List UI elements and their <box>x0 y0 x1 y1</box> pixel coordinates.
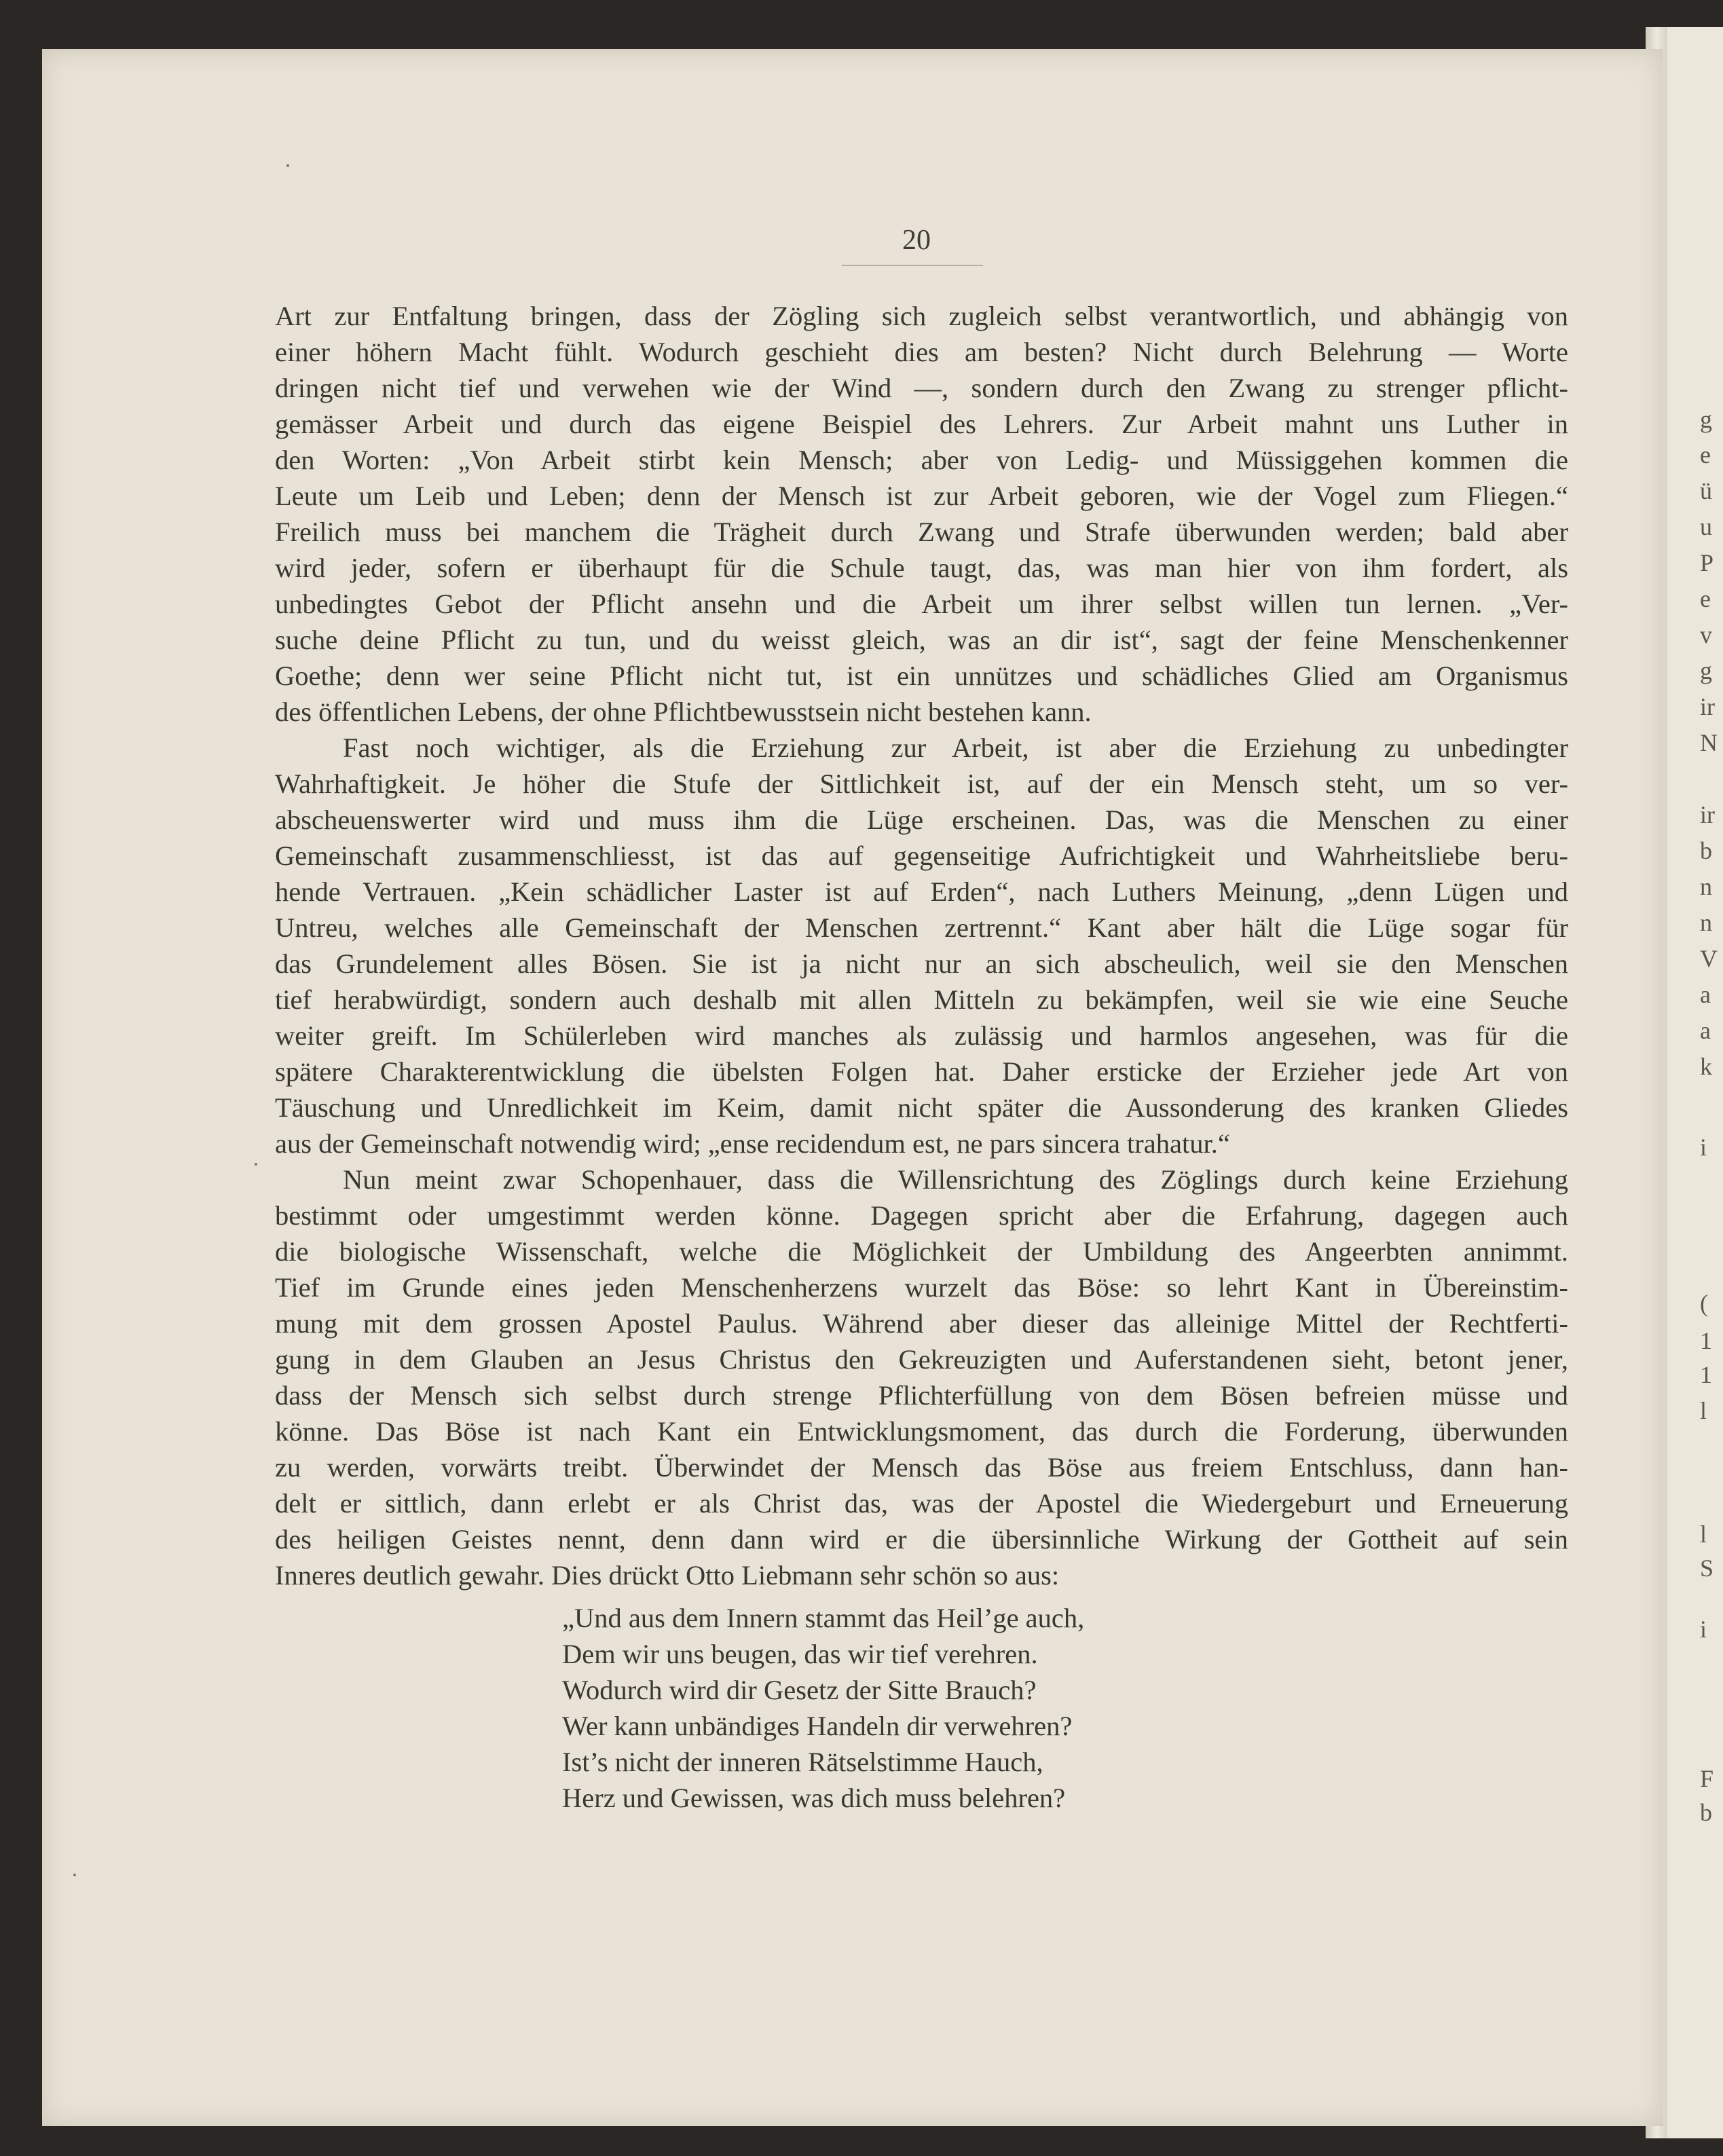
adjacent-page-letter: e <box>1700 441 1711 468</box>
verse-line: „Und aus dem Innern stammt das Heil’ge auch, <box>562 1603 1085 1633</box>
text-line: Goethe; denn wer seine Pflicht nicht tut, ist ein unnützes und schädliches Glied am Organismus <box>275 661 1568 691</box>
text-line: Untreu, welches alle Gemeinschaft der Menschen zertrennt.“ Kant aber hält die Lüge sogar für <box>275 912 1568 943</box>
text-line: aus der Gemeinschaft notwendig wird; „ense recidendum est, ne pars sincera trahatur.“ <box>275 1128 1230 1159</box>
adjacent-page-letter: ( <box>1700 1290 1708 1317</box>
text-line: Wahrhaftigkeit. Je höher die Stufe der Sittlichkeit ist, auf der ein Mensch steht, um so ver- <box>275 768 1568 799</box>
text-line: mung mit dem grossen Apostel Paulus. Während aber dieser das alleinige Mittel der Rechtferti- <box>275 1308 1568 1339</box>
adjacent-page-letter: P <box>1700 549 1714 576</box>
text-line: Nun meint zwar Schopenhauer, dass die Willensrichtung des Zöglings durch keine Erziehung <box>343 1164 1568 1195</box>
adjacent-page-letter: 1 <box>1700 1327 1712 1354</box>
text-line: den Worten: „Von Arbeit stirbt kein Mensch; aber von Ledig- und Müssiggehen kommen die <box>275 445 1568 475</box>
adjacent-page-letter: b <box>1700 837 1712 864</box>
text-line: wird jeder, sofern er überhaupt für die Schule taugt, das, was man hier von ihm fordert, als <box>275 553 1568 583</box>
adjacent-page-letter: b <box>1700 1799 1712 1826</box>
page-number: 20 <box>902 225 931 256</box>
adjacent-page-letter: F <box>1700 1765 1714 1792</box>
adjacent-page-letter: a <box>1700 981 1711 1008</box>
text-line: suche deine Pflicht zu tun, und du weisst gleich, was an dir ist“, sagt der feine Menschenkenner <box>275 625 1568 655</box>
text-line: könne. Das Böse ist nach Kant ein Entwicklungsmoment, das durch die Forderung, überwunden <box>275 1416 1568 1447</box>
text-line: das Grundelement alles Bösen. Sie ist ja nicht nur an sich abscheulich, weil sie den Menschen <box>275 948 1568 979</box>
page-number-rule <box>842 265 983 266</box>
text-line: gemässer Arbeit und durch das eigene Beispiel des Lehrers. Zur Arbeit mahnt uns Luther in <box>275 409 1568 439</box>
text-line: Fast noch wichtiger, als die Erziehung zur Arbeit, ist aber die Erziehung zu unbedingter <box>343 732 1568 763</box>
text-line: dass der Mensch sich selbst durch strenge Pflichterfüllung von dem Bösen befreien müsse und <box>275 1380 1568 1411</box>
text-line: weiter greift. Im Schülerleben wird manches als zulässig und harmlos angesehen, was für die <box>275 1020 1568 1051</box>
adjacent-page-letter: ir <box>1700 801 1715 828</box>
text-line: Tief im Grunde eines jeden Menschenherzens wurzelt das Böse: so lehrt Kant in Übereinstim- <box>275 1272 1568 1303</box>
text-line: spätere Charakterentwicklung die übelsten Folgen hat. Daher ersticke der Erzieher jede Art von <box>275 1056 1568 1087</box>
text-line: Art zur Entfaltung bringen, dass der Zögling sich zugleich selbst verantwortlich, und abhängig von <box>275 301 1568 331</box>
text-line: abscheuenswerter wird und muss ihm die Lüge erscheinen. Das, was die Menschen zu einer <box>275 804 1568 835</box>
adjacent-page-letter: l <box>1700 1397 1707 1424</box>
adjacent-page-letter: i <box>1700 1616 1707 1643</box>
text-line: tief herabwürdigt, sondern auch deshalb mit allen Mitteln zu bekämpfen, weil sie wie eine Seuche <box>275 984 1568 1015</box>
text-line: des öffentlichen Lebens, der ohne Pflichtbewusstsein nicht bestehen kann. <box>275 696 1092 727</box>
adjacent-page-letter: l <box>1700 1521 1707 1548</box>
text-line: unbedingtes Gebot der Pflicht ansehn und die Arbeit um ihrer selbst willen tun lernen. „Ver- <box>275 589 1568 619</box>
verse-line: Dem wir uns beugen, das wir tief verehren. <box>562 1639 1038 1669</box>
text-line: gung in dem Glauben an Jesus Christus den Gekreuzigten und Auferstandenen sieht, betont jener, <box>275 1344 1568 1375</box>
adjacent-page-letter: g <box>1700 657 1712 684</box>
text-line: bestimmt oder umgestimmt werden könne. Dagegen spricht aber die Erfahrung, dagegen auch <box>275 1200 1568 1231</box>
adjacent-page-letter: i <box>1700 1134 1707 1161</box>
adjacent-page-letter: ü <box>1700 477 1712 504</box>
verse-line: Ist’s nicht der inneren Rätselstimme Hauch, <box>562 1747 1043 1777</box>
text-line: Inneres deutlich gewahr. Dies drückt Otto Liebmann sehr schön so aus: <box>275 1560 1060 1591</box>
text-line: Täuschung und Unredlichkeit im Keim, damit nicht später die Aussonderung des kranken Gliedes <box>275 1092 1568 1123</box>
text-line: des heiligen Geistes nennt, denn dann wird er die übersinnliche Wirkung der Gottheit auf sein <box>275 1524 1568 1555</box>
text-line: Freilich muss bei manchem die Trägheit durch Zwang und Strafe überwunden werden; bald aber <box>275 517 1568 547</box>
text-line: hende Vertrauen. „Kein schädlicher Laster ist auf Erden“, nach Luthers Meinung, „denn Lügen und <box>275 876 1568 907</box>
adjacent-page-letter: e <box>1700 585 1711 612</box>
adjacent-page-letter: g <box>1700 406 1712 433</box>
adjacent-page-letter: V <box>1700 945 1718 972</box>
paper-speck <box>255 1163 257 1166</box>
adjacent-page-letter: n <box>1700 873 1712 900</box>
adjacent-page-letter: n <box>1700 909 1712 936</box>
adjacent-page-letter: 1 <box>1700 1361 1712 1388</box>
verse-line: Herz und Gewissen, was dich muss belehren? <box>562 1783 1066 1813</box>
text-line: dringen nicht tief und verwehen wie der Wind —, sondern durch den Zwang zu strenger pflicht- <box>275 373 1568 403</box>
adjacent-page-letter: v <box>1700 621 1712 648</box>
text-line: delt er sittlich, dann erlebt er als Christ das, was der Apostel die Wiedergeburt und Erneuerung <box>275 1488 1568 1519</box>
paper-speck <box>286 164 289 167</box>
adjacent-page-letter: ir <box>1700 693 1715 720</box>
adjacent-page-letter: u <box>1700 513 1712 540</box>
text-line: einer höhern Macht fühlt. Wodurch geschieht dies am besten? Nicht durch Belehrung — Worte <box>275 337 1568 367</box>
adjacent-page-edge <box>1667 27 1723 2138</box>
text-line: zu werden, vorwärts treibt. Überwindet der Mensch das Böse aus freiem Entschluss, dann han- <box>275 1452 1568 1483</box>
adjacent-page-letter: N <box>1700 729 1718 756</box>
text-line: Gemeinschaft zusammenschliesst, ist das auf gegenseitige Aufrichtigkeit und Wahrheitsliebe beru- <box>275 840 1568 871</box>
text-line: Leute um Leib und Leben; denn der Mensch ist zur Arbeit geboren, wie der Vogel zum Fliegen.“ <box>275 481 1568 511</box>
adjacent-page-letter: a <box>1700 1017 1711 1044</box>
paper-speck <box>73 1874 76 1876</box>
verse-line: Wer kann unbändiges Handeln dir verwehren? <box>562 1711 1073 1741</box>
verse-line: Wodurch wird dir Gesetz der Sitte Brauch? <box>562 1675 1037 1705</box>
text-line: die biologische Wissenschaft, welche die Möglichkeit der Umbildung des Angeerbten annimmt. <box>275 1236 1568 1267</box>
adjacent-page-letter: k <box>1700 1053 1712 1080</box>
adjacent-page-letter: S <box>1700 1555 1714 1582</box>
